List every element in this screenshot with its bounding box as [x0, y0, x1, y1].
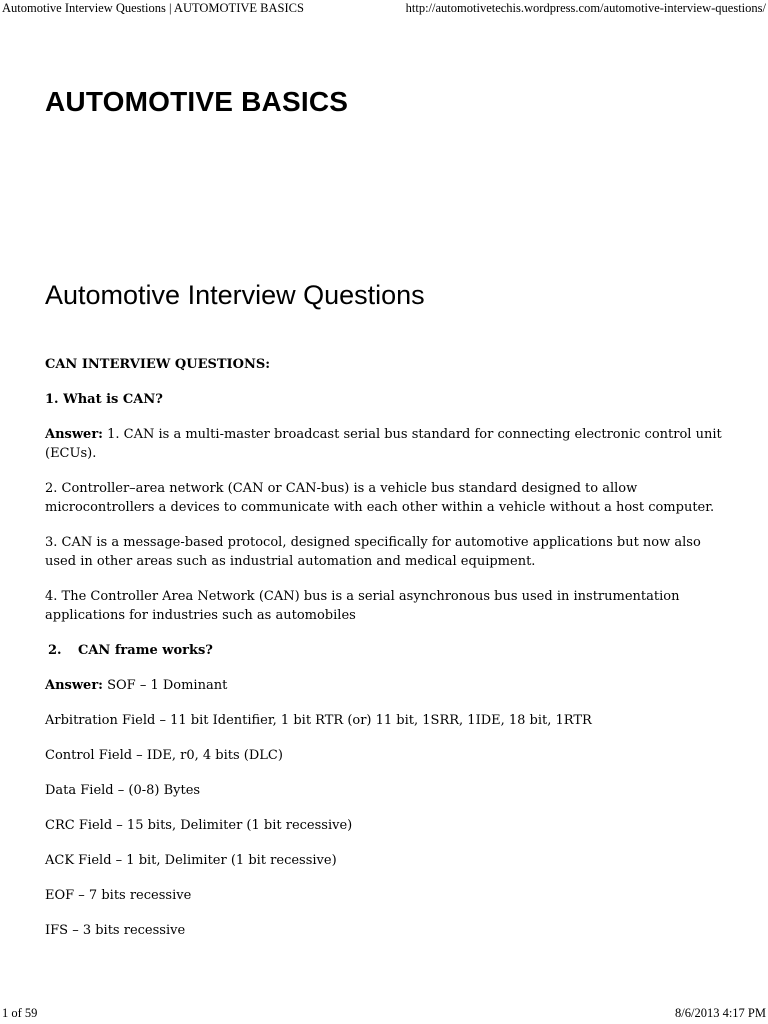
- print-header-url: http://automotivetechis.wordpress.com/automotive-interview-questions/: [405, 1, 766, 15]
- print-header-title: Automotive Interview Questions | AUTOMOTIVE BASICS: [2, 1, 304, 15]
- question-2: [45, 641, 735, 660]
- post-content: [45, 355, 735, 940]
- answer-label: Answer:: [45, 427, 103, 442]
- frame-field-ack: ACK Field – 1 bit, Delimiter (1 bit recessive): [45, 853, 337, 868]
- question-1: 1. What is CAN?: [45, 392, 163, 407]
- question-2-text: CAN frame works?: [78, 643, 213, 658]
- site-title[interactable]: AUTOMOTIVE BASICS: [45, 86, 349, 117]
- frame-field-ifs: IFS – 3 bits recessive: [45, 923, 186, 938]
- answer-4-paragraph: 4. The Controller Area Network (CAN) bus is a serial asynchronous bus used in instrumentation applications for industries such as automobiles: [45, 589, 680, 623]
- frame-field-eof: EOF – 7 bits recessive: [45, 888, 192, 903]
- post-title[interactable]: Automotive Interview Questions: [45, 280, 425, 310]
- frame-field-crc: CRC Field – 15 bits, Delimiter (1 bit recessive): [45, 818, 353, 833]
- question-2-number: 2.: [48, 643, 62, 658]
- answer-sof-line: [45, 676, 735, 695]
- frame-field-data: Data Field – (0-8) Bytes: [45, 783, 201, 798]
- answer-2-paragraph: 2. Controller–area network (CAN or CAN-bus) is a vehicle bus standard designed to allow microcontrollers a devices to communicate with each other within a vehicle without a host computer.: [45, 481, 715, 515]
- answer-label: Answer:: [45, 678, 103, 693]
- frame-field-control: Control Field – IDE, r0, 4 bits (DLC): [45, 748, 283, 763]
- answer-3-paragraph: 3. CAN is a message-based protocol, designed specifically for automotive applications but now also used in other areas such as industrial automation and medical equipment.: [45, 535, 701, 569]
- frame-field-arbitration: Arbitration Field – 11 bit Identifier, 1 bit RTR (or) 11 bit, 1SRR, 1IDE, 18 bit, 1RTR: [45, 713, 592, 728]
- page-number: 1 of 59: [2, 1006, 38, 1020]
- section-heading: CAN INTERVIEW QUESTIONS:: [45, 357, 271, 372]
- sof-text: SOF – 1 Dominant: [102, 678, 228, 693]
- print-datetime: 8/6/2013 4:17 PM: [675, 1006, 766, 1020]
- answer-1-paragraph: [45, 425, 735, 463]
- answer-1-text: 1. CAN is a multi-master broadcast serial bus standard for connecting electronic control unit (ECUs).: [45, 427, 722, 461]
